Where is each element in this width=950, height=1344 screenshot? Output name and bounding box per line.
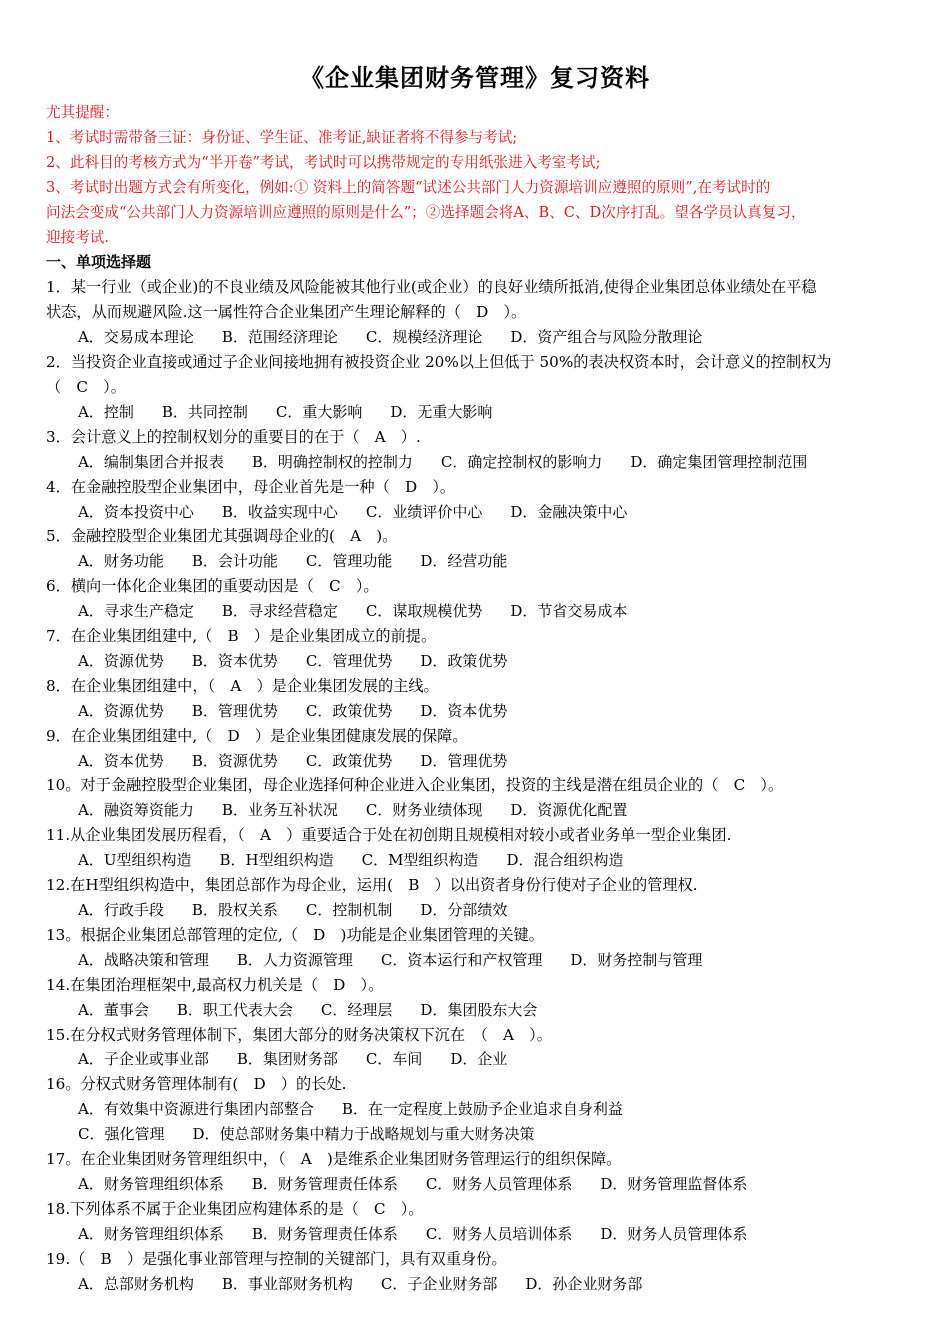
question-item [46,724,916,774]
answer-option: D．财务人员管理体系 [600,1224,748,1243]
answer-option: B．会计功能 [191,552,278,571]
notice-item: 问法会变成“公共部门人力资源培训应遵照的原则是什么”；②选择题会将A、B、C、D次序打乱。望各学员认真复习， [46,203,806,221]
answer-option: D．企业 [450,1050,508,1069]
question-text: 16。分权式财务管理体制有( D ）的长处. [46,1075,347,1094]
answer-option: C．业绩评价中心 [365,502,483,521]
option-row [46,1222,916,1247]
question-item [46,1072,916,1147]
question-text: 18.下列体系不属于企业集团应构建体系的是（ C ）。 [46,1199,424,1218]
answer-option: B．资本优势 [191,651,278,670]
answer-option: B．明确控制权的控制力 [251,452,413,471]
notice-item: 迎接考试. [46,228,110,246]
answer-option: A．控制 [78,402,134,421]
answer-option: B．在一定程度上鼓励予企业追求自身利益 [341,1100,623,1119]
answer-option: D．政策优势 [420,651,508,670]
option-row [46,1272,916,1297]
question-text: 5．金融控股型企业集团尤其强调母企业的( A )。 [46,527,398,546]
question-item [46,1197,916,1247]
answer-option: B．股权关系 [191,901,278,919]
answer-option: B．范围经济理论 [221,328,338,347]
answer-option: D．资源优化配置 [510,801,628,820]
notice-item: 3、考试时出题方式会有所变化，例如:① 资料上的简答题“试述公共部门人力资源培训应遵照的原则”,在考试时的 [46,178,771,196]
answer-option: B．财务管理责任体系 [251,1224,398,1243]
question-item [46,823,916,873]
option-row [46,325,916,350]
section-title: 一、单项选择题 [46,253,152,272]
answer-option: D．确定集团管理控制范围 [630,452,808,471]
answer-option: B．集团财务部 [236,1050,338,1069]
question-text: 状态，从而规避风险.这一属性符合企业集团产生理论解释的（ D ）。 [46,303,527,322]
answer-option: C．规模经济理论 [365,328,483,347]
answer-option: C．子企业财务部 [380,1274,498,1293]
answer-option: D．分部绩效 [420,901,508,919]
answer-option: C．财务人员培训体系 [425,1224,573,1243]
answer-option: A．有效集中资源进行集团内部整合 [78,1100,314,1119]
question-text: 3．会计意义上的控制权划分的重要目的在于（ A ）. [46,427,421,446]
answer-option: C．财务业绩体现 [365,801,483,820]
answer-option: D．孙企业财务部 [525,1274,643,1293]
question-text: 15.在分权式财务管理体制下，集团大部分的财务决策权下沉在 （ A ）。 [46,1025,552,1044]
option-row [46,1122,916,1147]
question-text: 9．在企业集团组建中,（ D ）是企业集团健康发展的保障。 [46,726,468,745]
answer-option: A．资源优势 [78,651,164,670]
answer-option: D．财务管理监督体系 [600,1174,748,1193]
option-row [46,549,916,574]
option-row [46,948,916,973]
answer-option: A．财务功能 [78,552,164,571]
answer-option: A．财务管理组织体系 [78,1224,224,1243]
answer-option: A．资本投资中心 [78,502,194,521]
answer-option: C．谋取规模优势 [365,602,483,621]
answer-option: C．管理优势 [305,651,393,670]
answer-option: C．管理功能 [305,552,393,571]
option-row [46,599,916,624]
answer-option: D．无重大影响 [390,402,493,421]
answer-option: D．节省交易成本 [510,602,628,621]
question-text: （ C ）。 [46,377,126,396]
answer-option: A．资本优势 [78,751,164,770]
answer-option: B．收益实现中心 [221,502,338,521]
question-item [46,350,916,425]
question-text: 2．当投资企业直接或通过子企业间接地拥有被投资企业 20%以上但低于 50%的表决权资本时，会计意义的控制权为 [46,353,832,372]
notice-items [46,126,916,251]
question-item [46,973,916,1023]
option-row [46,649,916,674]
answer-option: C．政策优势 [305,701,393,720]
question-item [46,574,916,624]
answer-option: B．H型组织构造 [219,851,334,870]
answer-option: B．管理优势 [191,701,278,720]
question-text: 10。对于金融控股型企业集团，母企业选择何种企业进入企业集团，投资的主线是潜在组员企业的（ C ）。 [46,776,784,795]
answer-option: A．U型组织构造 [78,851,192,870]
question-text: 6．横向一体化企业集团的重要动因是（ C ）。 [46,577,379,596]
document-body [46,101,916,1297]
option-row [46,1047,916,1072]
answer-option: D．管理优势 [420,751,508,770]
document-title: 《企业集团财务管理》复习资料 [300,64,650,92]
answer-option: B．人力资源管理 [236,950,353,969]
question-text: 11.从企业集团发展历程看，（ A ）重要适合于处在初创期且规模相对较小或者业务单一型企业集团. [46,826,732,845]
answer-option: A．寻求生产稳定 [78,602,194,621]
answer-option: A．董事会 [78,1000,149,1019]
exam-notice [46,101,916,250]
option-row [46,400,916,425]
answer-option: B．业务互补状况 [221,801,338,820]
question-item [46,1147,916,1197]
question-item [46,923,916,973]
answer-option: D．资本优势 [420,701,508,720]
question-item [46,524,916,574]
option-row [46,500,916,525]
answer-option: A．子企业或事业部 [78,1050,209,1069]
question-item [46,1247,916,1297]
answer-option: D．财务控制与管理 [570,950,703,969]
option-row [46,699,916,724]
answer-option: D．使总部财务集中精力于战略规划与重大财务决策 [192,1125,535,1144]
question-item [46,624,916,674]
question-item [46,773,916,823]
option-row [46,1097,916,1122]
question-text: 7．在企业集团组建中,（ B ）是企业集团成立的前提。 [46,627,437,646]
answer-option: B．事业部财务机构 [221,1274,353,1293]
answer-option: B．共同控制 [161,402,248,421]
answer-option: B．寻求经营稳定 [221,602,338,621]
notice-heading: 尤其提醒： [46,104,119,121]
question-text: 1．某一行业（或企业)的不良业绩及风险能被其他行业(或企业）的良好业绩所抵消,使得企业集团总体业绩处在平稳 [46,278,817,297]
answer-option: C．资本运行和产权管理 [380,950,543,969]
answer-option: C．重大影响 [275,402,363,421]
option-row [46,749,916,774]
answer-option: C．控制机制 [305,901,393,919]
question-text: 8．在企业集团组建中，（ A ）是企业集团发展的主线。 [46,676,439,695]
answer-option: B．财务管理责任体系 [251,1174,398,1193]
question-text: 13。根据企业集团总部管理的定位,（ D )功能是企业集团管理的关键。 [46,925,544,944]
option-row [46,998,916,1023]
option-row [46,1172,916,1197]
question-item [46,275,916,350]
question-text: 14.在集团治理框架中,最高权力机关是（ D ）。 [46,975,384,994]
answer-option: D．集团股东大会 [420,1000,538,1019]
answer-option: C．财务人员管理体系 [425,1174,573,1193]
question-list [46,275,916,1296]
answer-option: A．资源优势 [78,701,164,720]
answer-option: A．融资筹资能力 [78,801,194,820]
answer-option: B．职工代表大会 [176,1000,293,1019]
question-item [46,475,916,525]
option-row [46,798,916,823]
question-text: 12.在H型组织构造中，集团总部作为母企业，运用( B ）以出资者身份行使对子企业的管理权. [46,876,698,895]
answer-option: A．行政手段 [78,901,164,919]
answer-option: B．资源优势 [191,751,278,770]
answer-option: D．混合组织构造 [506,851,624,870]
notice-item: 2、此科目的考核方式为“半开卷”考试，考试时可以携带规定的专用纸张进入考室考试; [46,153,601,171]
option-row [46,848,916,873]
answer-option: C．政策优势 [305,751,393,770]
answer-option: C．强化管理 [78,1125,165,1144]
answer-option: A．交易成本理论 [78,328,194,347]
answer-option: D．金融决策中心 [510,502,628,521]
answer-option: C．M型组织构造 [361,851,479,870]
question-text: 17。在企业集团财务管理组织中，（ A )是维系企业集团财务管理运行的组织保障。 [46,1150,622,1169]
answer-option: D．资产组合与风险分散理论 [510,328,703,347]
notice-item: 1、考试时需带备三证：身份证、学生证、准考证,缺证者将不得参与考试; [46,128,518,146]
question-item [46,1023,916,1073]
answer-option: A．编制集团合并报表 [78,452,224,471]
question-item [46,425,916,475]
answer-option: C．车间 [365,1050,423,1069]
answer-option: A．战略决策和管理 [78,950,209,969]
option-row [46,450,916,475]
question-text: 4．在金融控股型企业集团中，母企业首先是一种（ D ）。 [46,477,456,496]
answer-option: C．经理层 [320,1000,393,1019]
question-item [46,674,916,724]
option-row [46,898,916,923]
answer-option: C．确定控制权的影响力 [440,452,603,471]
answer-option: A．财务管理组织体系 [78,1174,224,1193]
answer-option: D．经营功能 [420,552,508,571]
answer-option: A．总部财务机构 [78,1274,194,1293]
question-item [46,873,916,923]
question-text: 19.（ B ）是强化事业部管理与控制的关键部门，具有双重身份。 [46,1249,507,1268]
